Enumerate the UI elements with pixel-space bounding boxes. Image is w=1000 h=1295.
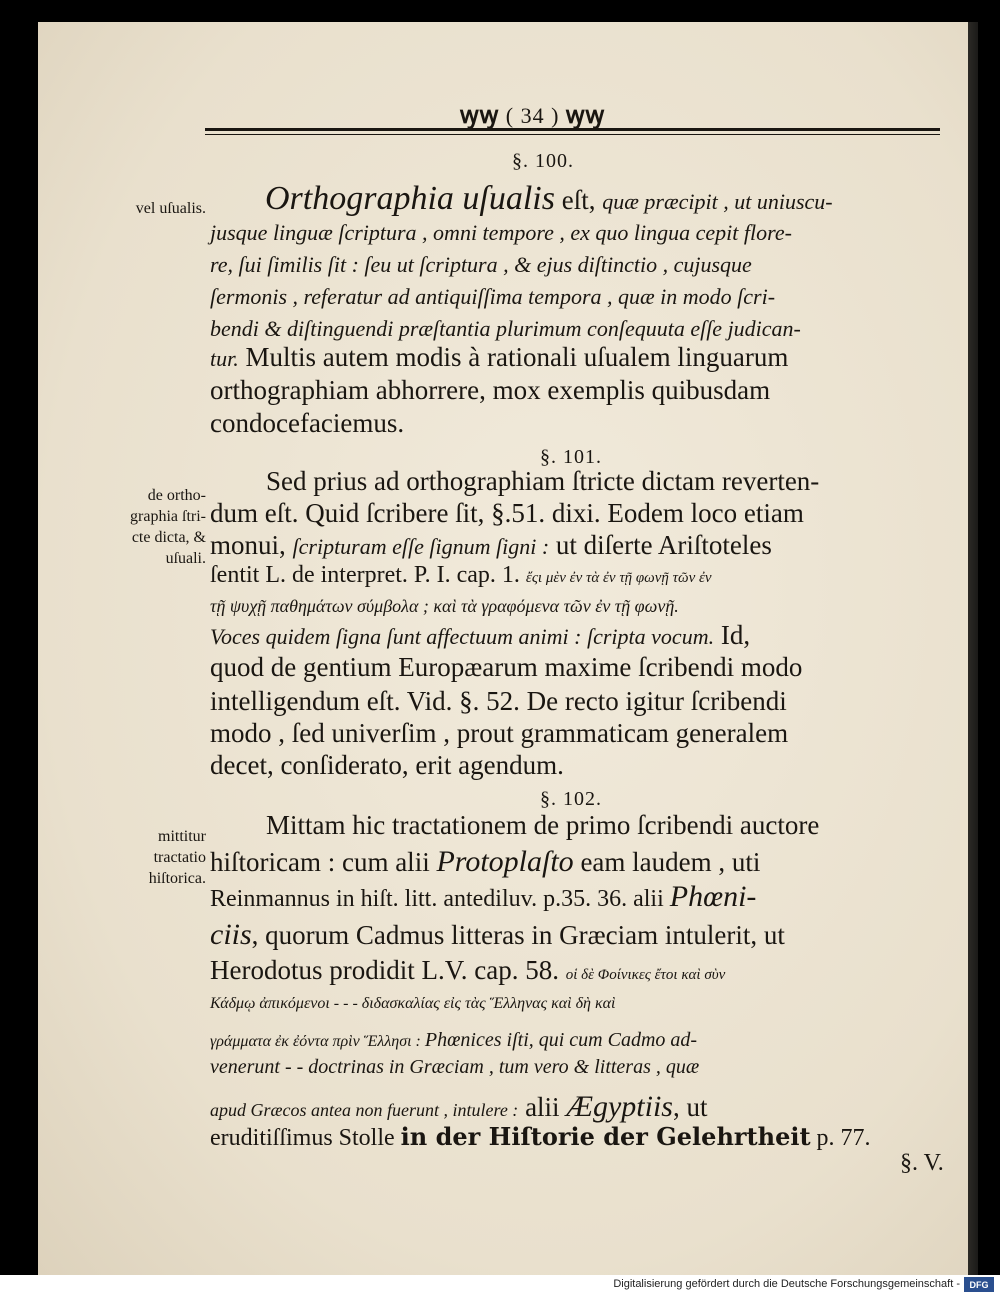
greek-text: ἔςι μὲν ἐν τὰ ἐν τῇ φωνῇ τῶν ἐν <box>525 570 712 586</box>
text-span: Protoplaſto <box>436 845 574 878</box>
greek-line: Κάδμῳ ἀπικόμενοι - - - διδασκαλίας εἰς τὰς Ἕλληνας καὶ δὴ καὶ <box>210 995 616 1012</box>
margin-note-line: hiſtorica. <box>148 870 206 887</box>
text-line: Mittam hic tractationem de primo ſcribendi auctore <box>266 810 820 840</box>
text-line: condocefaciemus. <box>210 408 405 438</box>
text-span: apud Græcos antea non fuerunt , intulere : <box>210 1100 519 1120</box>
greek-text: γράμματα ἐκ ἐόντα πρὶν Ἕλλησι : <box>210 1033 425 1050</box>
margin-note-line: de ortho- <box>147 487 206 504</box>
text-span: monui, <box>210 530 293 560</box>
text-span: ſcripturam eſſe ſignum ſigni : <box>292 534 550 559</box>
text-line: dum eſt. Quid ſcribere ſit, §.51. dixi. Eodem loco etiam <box>210 498 804 528</box>
text-line <box>210 342 788 373</box>
section-heading-100: §. 100. <box>512 150 574 172</box>
margin-note-line: mittitur <box>158 828 206 845</box>
margin-note-line: graphia ſtri- <box>130 508 206 525</box>
text-span: Multis autem modis à rationali uſualem linguarum <box>238 342 789 372</box>
text-line: orthographiam abhorrere, mox exemplis quibusdam <box>210 375 771 405</box>
footer-bar <box>0 1275 1000 1295</box>
margin-note-line: vel uſualis. <box>135 200 206 217</box>
text-span: hiſtoricam : cum alii <box>210 847 437 877</box>
greek-line: τῇ ψυχῇ παθημάτων σύμβολα ; καὶ τὰ γραφόμενα τῶν ἐν τῇ φωνῇ. <box>210 596 679 616</box>
text-span: ut diſerte Ariſtoteles <box>549 530 772 560</box>
fraktur-text: in der Hiſtorie der Gelehrtheit <box>400 1122 811 1151</box>
text-line: re, ſui ſimilis ſit : ſeu ut ſcriptura , & ejus diſtinctio , cujusque <box>210 252 752 277</box>
text-span: eam laudem , uti <box>573 847 761 877</box>
text-span: , ut <box>672 1092 708 1122</box>
section-heading-101: §. 101. <box>540 446 602 468</box>
margin-note-line: tractatio <box>153 849 206 866</box>
text-span: Herodotus prodidit L.V. cap. 58. <box>210 955 566 985</box>
text-span: Id, <box>714 620 751 650</box>
header-rule-thin <box>205 134 940 135</box>
page-header <box>460 98 605 131</box>
text-line: jusque linguæ ſcriptura , omni tempore , ex quo lingua cepit flore- <box>210 220 792 245</box>
text-line <box>210 845 760 879</box>
text-span: eruditiſſimus Stolle <box>210 1125 401 1151</box>
margin-note-line: cte dicta, & <box>131 529 206 546</box>
text-line: venerunt - - doctrinas in Græciam , tum vero & litteras , quæ <box>210 1056 700 1078</box>
text-line <box>210 1122 871 1152</box>
text-span: ſentit L. de interpret. P. I. cap. 1. <box>210 562 526 588</box>
margin-note-tractatio <box>100 826 206 889</box>
text-line <box>210 880 756 914</box>
text-line <box>210 530 772 561</box>
dfg-logo-icon: DFG <box>964 1277 994 1292</box>
term-orthographia-usualis: Orthographia uſualis <box>265 180 555 217</box>
text-line: Sed prius ad orthographiam ſtricte dictam reverten- <box>266 466 820 496</box>
text-span: p. 77. <box>810 1125 871 1151</box>
section-heading-102: §. 102. <box>540 788 602 810</box>
text-span: Reinmannus in hiſt. litt. antediluv. p.35. 36. alii <box>210 886 670 912</box>
text-span: eſt, <box>554 185 603 215</box>
text-line <box>210 1090 708 1124</box>
text-span: tur. <box>210 346 239 371</box>
text-line <box>210 918 785 952</box>
text-span: Voces quidem ſigna ſunt affectuum animi : ſcripta vocum. <box>210 624 715 649</box>
text-line <box>265 180 833 218</box>
text-line: modo , ſed univerſim , prout grammaticam generalem <box>210 718 789 748</box>
greek-text: οἱ δὲ Φοίνικες ἔτοι καὶ σὺν <box>565 967 726 983</box>
text-span: Phœnices iſti, qui cum Cadmo ad- <box>424 1029 698 1051</box>
text-line: quod de gentium Europæarum maxime ſcribendi modo <box>210 652 803 682</box>
text-line: decet, conſiderato, erit agendum. <box>210 750 564 780</box>
book-spine <box>968 22 978 1275</box>
text-span: quæ præcipit , ut uniuscu- <box>602 189 833 214</box>
text-line <box>210 1022 697 1053</box>
header-ornament-right: ꝡꝡ <box>565 103 606 129</box>
text-line <box>210 955 725 986</box>
text-span: Phœni- <box>669 880 757 913</box>
header-ornament-left: ꝡꝡ <box>460 103 500 129</box>
footer-credit: Digitalisierung gefördert durch die Deutsche Forschungsgemeinschaft - <box>613 1278 960 1290</box>
margin-note-line: uſuali. <box>165 550 206 567</box>
catchword: §. V. <box>900 1150 944 1176</box>
text-span: alii <box>518 1092 567 1122</box>
text-line: intelligendum eſt. Vid. §. 52. De recto igitur ſcribendi <box>210 686 787 716</box>
text-span: , quorum Cadmus litteras in Græciam intulerit, ut <box>251 920 785 950</box>
page-number: ( 34 ) <box>505 103 560 128</box>
header-rule <box>205 128 940 131</box>
margin-note-orthographia <box>100 485 206 569</box>
text-line: ſermonis , referatur ad antiquiſſima tempora , quæ in modo ſcri- <box>210 284 776 309</box>
text-span: ciis <box>210 918 252 951</box>
text-line: bendi & diſtinguendi præſtantia plurimum conſequuta eſſe judican- <box>210 316 801 341</box>
margin-note-usualis <box>100 198 206 219</box>
text-span: Ægyptiis <box>566 1090 673 1123</box>
text-line <box>210 562 712 589</box>
text-line <box>210 620 750 651</box>
